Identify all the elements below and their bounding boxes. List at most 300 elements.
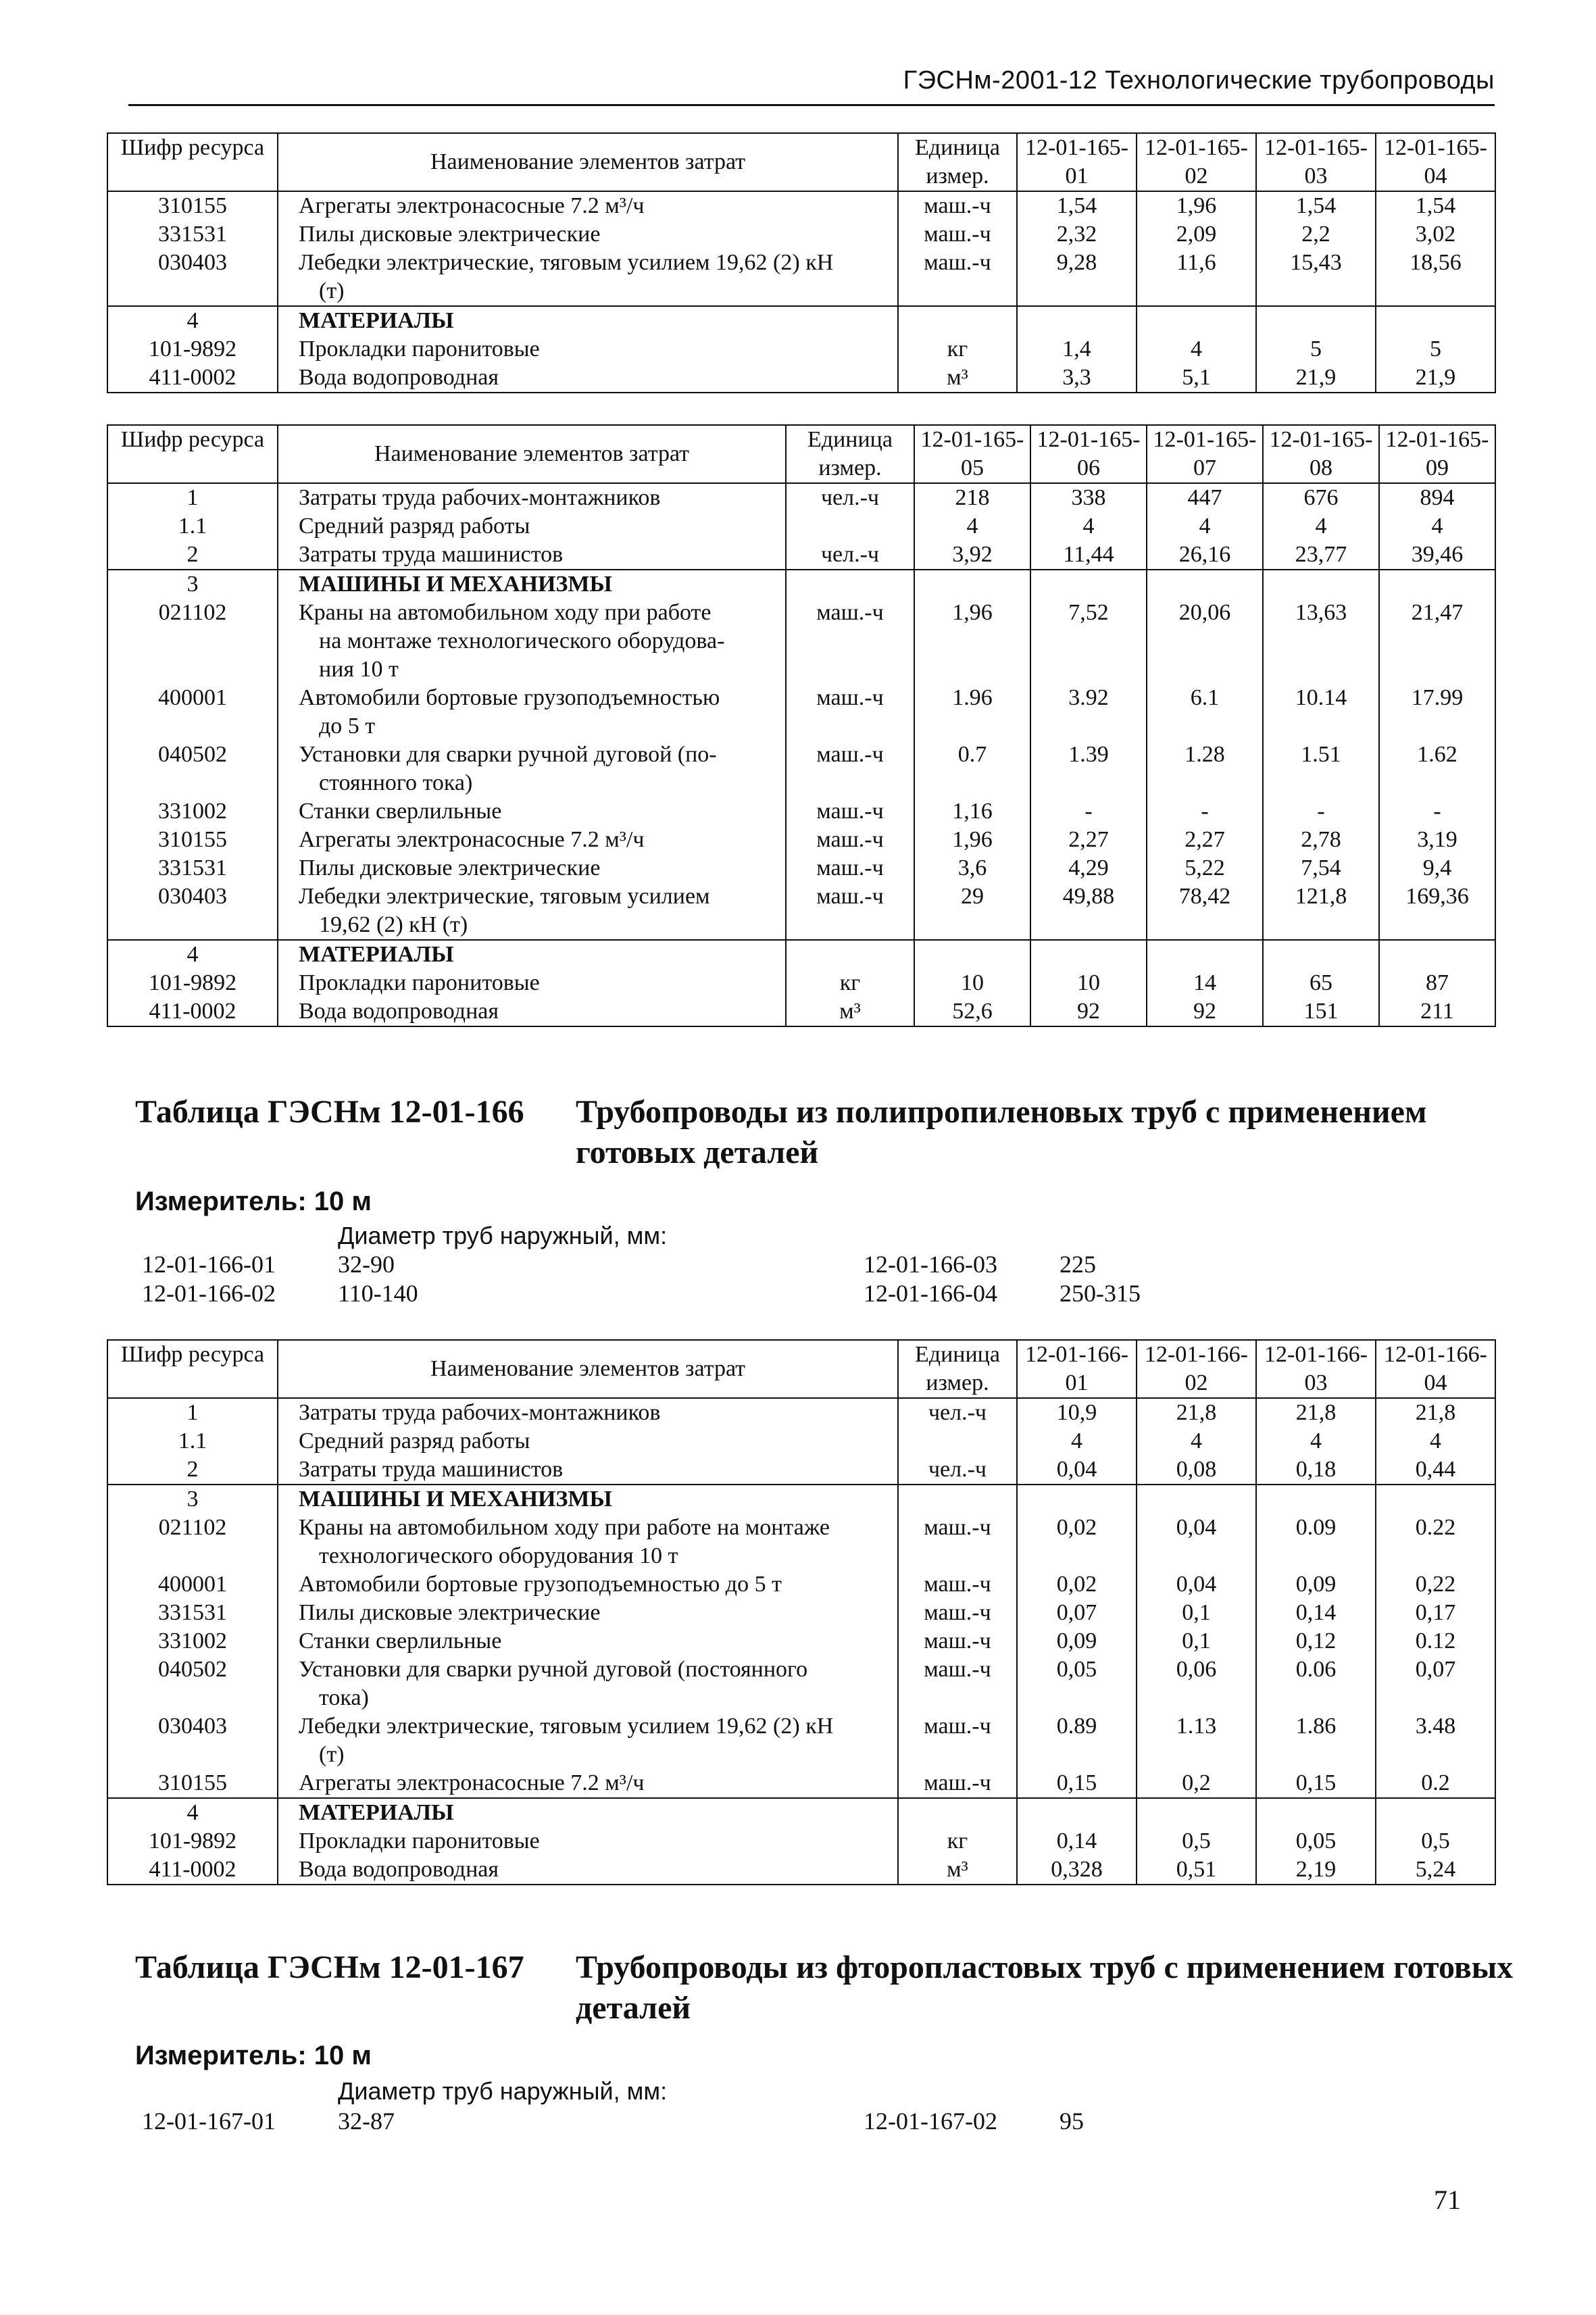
value-cell [1256,306,1376,335]
unit-cell: чел.-ч [786,541,914,570]
name-line: (т) [319,1742,345,1767]
value-cell: 4 [1263,512,1379,541]
table-166-measure: Измеритель: 10 м [135,1187,372,1216]
table-row [107,1856,1495,1885]
name-line: Краны на автомобильном ходу при работе [299,600,712,625]
value-cell: - [1263,797,1379,826]
resource-code: 4 [107,306,278,335]
resource-name [278,512,786,541]
header-cell: 12-01-165-07 [1147,425,1263,483]
value-cell: 15,43 [1256,249,1376,306]
name-line: ния 10 т [319,657,399,682]
unit-cell: маш.-ч [786,854,914,882]
value-cell [1379,940,1495,969]
header-cell: 12-01-165-04 [1376,133,1495,191]
value-cell: 39,46 [1379,541,1495,570]
value-cell: 21,9 [1376,364,1495,393]
resource-name [278,854,786,882]
value-cell: 0,07 [1376,1656,1495,1712]
header-cell: Шифр ресурса [107,1340,278,1398]
value-cell: 447 [1147,483,1263,512]
unit-cell: маш.-ч [786,882,914,940]
resource-name [278,741,786,797]
value-cell: 1.96 [914,684,1030,741]
unit-cell: чел.-ч [898,1398,1017,1427]
table-row [107,1514,1495,1570]
value-cell [914,570,1030,599]
value-cell: 78,42 [1147,882,1263,940]
name-line: Агрегаты электронасосные 7.2 м³/ч [299,1770,645,1795]
table-row [107,364,1495,393]
value-cell: 0,15 [1017,1769,1137,1798]
value-cell: - [1030,797,1147,826]
resource-name [278,483,786,512]
resource-name [278,599,786,684]
value-cell [1263,570,1379,599]
value-cell: 1.51 [1263,741,1379,797]
diameter-value: 225 [1059,1251,1096,1278]
value-cell: 5,22 [1147,854,1263,882]
table-row [107,826,1495,854]
resource-code: 411-0002 [107,997,278,1026]
value-cell: 0,1 [1137,1627,1256,1656]
unit-cell: маш.-ч [786,741,914,797]
value-cell: 3.92 [1030,684,1147,741]
value-cell: 20,06 [1147,599,1263,684]
value-cell: 3,02 [1376,220,1495,249]
value-cell: 3,92 [914,541,1030,570]
value-cell: 2,19 [1256,1856,1376,1885]
table-row [107,684,1495,741]
value-cell: 4 [1017,1427,1137,1455]
resource-code: 1.1 [107,512,278,541]
value-cell [1256,1798,1376,1827]
resource-name [278,220,898,249]
value-cell: 218 [914,483,1030,512]
value-cell: 10.14 [1263,684,1379,741]
diameter-code: 12-01-166-04 [864,1280,997,1307]
value-cell: 3,19 [1379,826,1495,854]
value-cell: 2,27 [1147,826,1263,854]
diameter-code: 12-01-167-02 [864,2108,997,2135]
section-row [107,570,1495,599]
table-row [107,220,1495,249]
resource-name [278,797,786,826]
value-cell: 4 [914,512,1030,541]
value-cell: 1,96 [1137,191,1256,220]
header-cell: Шифр ресурса [107,425,278,483]
name-line: Агрегаты электронасосные 7.2 м³/ч [299,827,645,852]
value-cell: 10,9 [1017,1398,1137,1427]
unit-cell: чел.-ч [786,483,914,512]
value-cell: 11,44 [1030,541,1147,570]
name-line: МАШИНЫ И МЕХАНИЗМЫ [299,1487,612,1512]
table-row [107,483,1495,512]
value-cell: 4 [1147,512,1263,541]
value-cell: 23,77 [1263,541,1379,570]
value-cell: 2,32 [1017,220,1137,249]
value-cell: 10 [914,969,1030,997]
resource-name [278,1712,898,1769]
table-row [107,1570,1495,1599]
value-cell: 0,04 [1017,1455,1137,1485]
resource-name [278,882,786,940]
name-line: Краны на автомобильном ходу при работе на монтаже [299,1515,830,1540]
value-cell: 13,63 [1263,599,1379,684]
name-line: Пилы дисковые электрические [299,222,601,247]
value-cell: 5 [1376,335,1495,364]
unit-cell: м³ [898,1856,1017,1885]
value-cell: 0,22 [1376,1570,1495,1599]
resource-code: 1 [107,483,278,512]
resource-name [278,306,898,335]
header-cell: Единица измер. [898,1340,1017,1398]
resource-code: 101-9892 [107,335,278,364]
resource-name [278,1827,898,1856]
value-cell: 1,54 [1256,191,1376,220]
resource-name [278,1485,898,1514]
header-cell: 12-01-166-04 [1376,1340,1495,1398]
table-row [107,854,1495,882]
value-cell: 21,9 [1256,364,1376,393]
resource-code: 2 [107,541,278,570]
value-cell [1017,1798,1137,1827]
value-cell: 1,96 [914,599,1030,684]
resource-code: 021102 [107,599,278,684]
name-line: МАТЕРИАЛЫ [299,1800,454,1825]
resource-code: 030403 [107,882,278,940]
name-line: Пилы дисковые электрические [299,855,601,880]
unit-cell [786,512,914,541]
value-cell: 0,04 [1137,1570,1256,1599]
value-cell: 2,27 [1030,826,1147,854]
table-167-label: Таблица ГЭСНм 12-01-167 [135,1949,524,1985]
name-line: технологического оборудования 10 т [319,1543,678,1568]
table-header-row [107,133,1495,191]
table-row [107,1827,1495,1856]
section-row [107,940,1495,969]
value-cell: 4,29 [1030,854,1147,882]
value-cell [1256,1485,1376,1514]
value-cell: 0,09 [1017,1627,1137,1656]
name-line: Средний разряд работы [299,1428,530,1453]
value-cell: 52,6 [914,997,1030,1026]
name-line: 19,62 (2) кН (т) [319,912,468,937]
resource-name [278,940,786,969]
value-cell: 49,88 [1030,882,1147,940]
header-name-cell: Наименование элементов затрат [278,425,786,483]
table-row [107,1627,1495,1656]
diameter-code: 12-01-166-02 [142,1280,276,1307]
unit-cell: чел.-ч [898,1455,1017,1485]
value-cell: 9,28 [1017,249,1137,306]
resource-table-166 [107,1339,1496,1885]
name-line: Прокладки паронитовые [299,1828,540,1853]
value-cell: 0,5 [1376,1827,1495,1856]
value-cell: 0.06 [1256,1656,1376,1712]
name-line: Лебедки электрические, тяговым усилием 19,62 (2) кН [299,1714,834,1739]
unit-cell: маш.-ч [898,1599,1017,1627]
table-row [107,512,1495,541]
resource-code: 411-0002 [107,1856,278,1885]
table-row [107,191,1495,220]
resource-name [278,570,786,599]
name-line: Вода водопроводная [299,365,499,390]
value-cell [1147,570,1263,599]
value-cell: 3,3 [1017,364,1137,393]
value-cell: 0,02 [1017,1570,1137,1599]
value-cell: 0,02 [1017,1514,1137,1570]
resource-name [278,364,898,393]
resource-name [278,1427,898,1455]
value-cell: 2,2 [1256,220,1376,249]
value-cell: 0,18 [1256,1455,1376,1485]
resource-name [278,1656,898,1712]
resource-name [278,997,786,1026]
table-row [107,541,1495,570]
value-cell: 65 [1263,969,1379,997]
unit-cell: маш.-ч [898,249,1017,306]
resource-code: 030403 [107,1712,278,1769]
value-cell: 0,05 [1256,1827,1376,1856]
value-cell: 0,14 [1256,1599,1376,1627]
header-cell: 12-01-165-01 [1017,133,1137,191]
table-row [107,599,1495,684]
value-cell [1017,1485,1137,1514]
name-line: Прокладки паронитовые [299,970,540,995]
value-cell: 0.12 [1376,1627,1495,1656]
name-line: Лебедки электрические, тяговым усилием [299,884,710,909]
resource-name [278,684,786,741]
value-cell: 0,04 [1137,1514,1256,1570]
header-cell: Шифр ресурса [107,133,278,191]
value-cell: 894 [1379,483,1495,512]
name-line: Затраты труда рабочих-монтажников [299,485,661,510]
resource-code: 101-9892 [107,969,278,997]
resource-name [278,335,898,364]
resource-code: 021102 [107,1514,278,1570]
unit-cell: маш.-ч [898,1712,1017,1769]
value-cell: 26,16 [1147,541,1263,570]
name-line: Средний разряд работы [299,514,530,539]
header-cell: 12-01-165-05 [914,425,1030,483]
unit-cell [898,1798,1017,1827]
diameter-value: 250-315 [1059,1280,1141,1307]
value-cell: 0,2 [1137,1769,1256,1798]
value-cell: 4 [1256,1427,1376,1455]
value-cell: 2,78 [1263,826,1379,854]
table-row [107,1427,1495,1455]
value-cell [1017,306,1137,335]
table-167-title: Трубопроводы из фторопластовых труб с применением готовых деталей [576,1949,1514,2026]
name-line: Установки для сварки ручной дуговой (по- [299,742,717,767]
value-cell: 0,44 [1376,1455,1495,1485]
resource-name [278,1769,898,1798]
value-cell: 5 [1256,335,1376,364]
table-166-label: Таблица ГЭСНм 12-01-166 [135,1094,524,1130]
table-row [107,1656,1495,1712]
name-line: Вода водопроводная [299,999,499,1024]
table-row [107,1455,1495,1485]
value-cell [1030,570,1147,599]
table-row [107,1712,1495,1769]
name-line: Пилы дисковые электрические [299,1600,601,1625]
value-cell: 21,47 [1379,599,1495,684]
resource-code: 331002 [107,1627,278,1656]
unit-cell: кг [786,969,914,997]
value-cell: 0,1 [1137,1599,1256,1627]
unit-cell [786,570,914,599]
table-row [107,997,1495,1026]
table-167-diameter-header: Диаметр труб наружный, мм: [338,2077,668,2105]
value-cell: 92 [1030,997,1147,1026]
value-cell: 4 [1030,512,1147,541]
header-cell: 12-01-166-03 [1256,1340,1376,1398]
resource-code: 2 [107,1455,278,1485]
header-cell: 12-01-165-09 [1379,425,1495,483]
value-cell [1379,570,1495,599]
resource-code: 030403 [107,249,278,306]
value-cell [1137,306,1256,335]
value-cell: 0.09 [1256,1514,1376,1570]
value-cell: 7,52 [1030,599,1147,684]
value-cell [1376,1485,1495,1514]
resource-code: 040502 [107,741,278,797]
unit-cell [898,1427,1017,1455]
value-cell: 4 [1137,335,1256,364]
resource-code: 331531 [107,1599,278,1627]
value-cell: 5,1 [1137,364,1256,393]
resource-code: 040502 [107,1656,278,1712]
unit-cell: м³ [786,997,914,1026]
value-cell: 1.13 [1137,1712,1256,1769]
table-166-diameter-header: Диаметр труб наружный, мм: [338,1222,668,1249]
name-line: на монтаже технологического оборудова- [319,628,725,653]
name-line: Затраты труда машинистов [299,1457,564,1482]
value-cell [1376,306,1495,335]
value-cell: 0,06 [1137,1656,1256,1712]
value-cell: 0,12 [1256,1627,1376,1656]
resource-code: 1.1 [107,1427,278,1455]
diameter-value: 32-90 [338,1251,395,1278]
resource-code: 411-0002 [107,364,278,393]
value-cell: 92 [1147,997,1263,1026]
resource-code: 310155 [107,826,278,854]
value-cell [1030,940,1147,969]
name-line: стоянного тока) [319,770,473,795]
value-cell: 0,51 [1137,1856,1256,1885]
header-cell: 12-01-165-02 [1137,133,1256,191]
value-cell: 3,6 [914,854,1030,882]
section-row [107,306,1495,335]
value-cell: 4 [1137,1427,1256,1455]
resource-code: 101-9892 [107,1827,278,1856]
value-cell: 9,4 [1379,854,1495,882]
value-cell: 0.7 [914,741,1030,797]
unit-cell: м³ [898,364,1017,393]
value-cell: 0,09 [1256,1570,1376,1599]
resource-name [278,541,786,570]
header-cell: 12-01-165-08 [1263,425,1379,483]
value-cell: 121,8 [1263,882,1379,940]
header-cell: Единица измер. [786,425,914,483]
value-cell: - [1379,797,1495,826]
name-line: Автомобили бортовые грузоподъемностью до 5 т [299,1572,782,1597]
table-row [107,797,1495,826]
value-cell: 4 [1376,1427,1495,1455]
name-line: (т) [319,278,345,303]
diameter-code: 12-01-166-01 [142,1251,276,1278]
unit-cell: маш.-ч [786,599,914,684]
value-cell: 21,8 [1376,1398,1495,1427]
table-row [107,1599,1495,1627]
resource-code: 331531 [107,854,278,882]
value-cell: 4 [1379,512,1495,541]
value-cell: 0,07 [1017,1599,1137,1627]
diameter-value: 32-87 [338,2108,395,2135]
value-cell: 0,08 [1137,1455,1256,1485]
resource-table-165-01-04 [107,132,1496,393]
name-line: Вода водопроводная [299,1857,499,1882]
value-cell: 0,5 [1137,1827,1256,1856]
header-cell: Единица измер. [898,133,1017,191]
table-row [107,249,1495,306]
resource-code: 310155 [107,1769,278,1798]
value-cell: 1.86 [1256,1712,1376,1769]
diameter-code: 12-01-166-03 [864,1251,997,1278]
unit-cell: кг [898,335,1017,364]
resource-name [278,1798,898,1827]
unit-cell: маш.-ч [898,1627,1017,1656]
unit-cell: маш.-ч [898,191,1017,220]
value-cell: 0,05 [1017,1656,1137,1712]
value-cell: 169,36 [1379,882,1495,940]
value-cell: 151 [1263,997,1379,1026]
value-cell: 0,17 [1376,1599,1495,1627]
value-cell: 18,56 [1376,249,1495,306]
resource-name [278,826,786,854]
resource-code: 3 [107,1485,278,1514]
table-167-measure: Измеритель: 10 м [135,2041,372,2070]
resource-table-165-05-09 [107,424,1496,1027]
value-cell: 1.28 [1147,741,1263,797]
resource-code: 3 [107,570,278,599]
unit-cell: маш.-ч [898,1769,1017,1798]
name-line: Станки сверлильные [299,799,502,824]
resource-name [278,1856,898,1885]
resource-code: 331531 [107,220,278,249]
table-header-row [107,425,1495,483]
resource-name [278,249,898,306]
name-line: Прокладки паронитовые [299,337,540,362]
header-name-cell: Наименование элементов затрат [278,1340,898,1398]
table-row [107,1398,1495,1427]
resource-code: 4 [107,940,278,969]
value-cell: 29 [914,882,1030,940]
running-title: ГЭСНм-2001-12 Технологические трубопроводы [903,66,1495,95]
header-cell: 12-01-165-06 [1030,425,1147,483]
value-cell: 6.1 [1147,684,1263,741]
section-row [107,1485,1495,1514]
value-cell: 1,16 [914,797,1030,826]
unit-cell: маш.-ч [786,684,914,741]
table-row [107,1769,1495,1798]
value-cell [1137,1798,1256,1827]
value-cell: 1.62 [1379,741,1495,797]
diameter-code: 12-01-167-01 [142,2108,276,2135]
value-cell: 21,8 [1137,1398,1256,1427]
resource-code: 400001 [107,684,278,741]
